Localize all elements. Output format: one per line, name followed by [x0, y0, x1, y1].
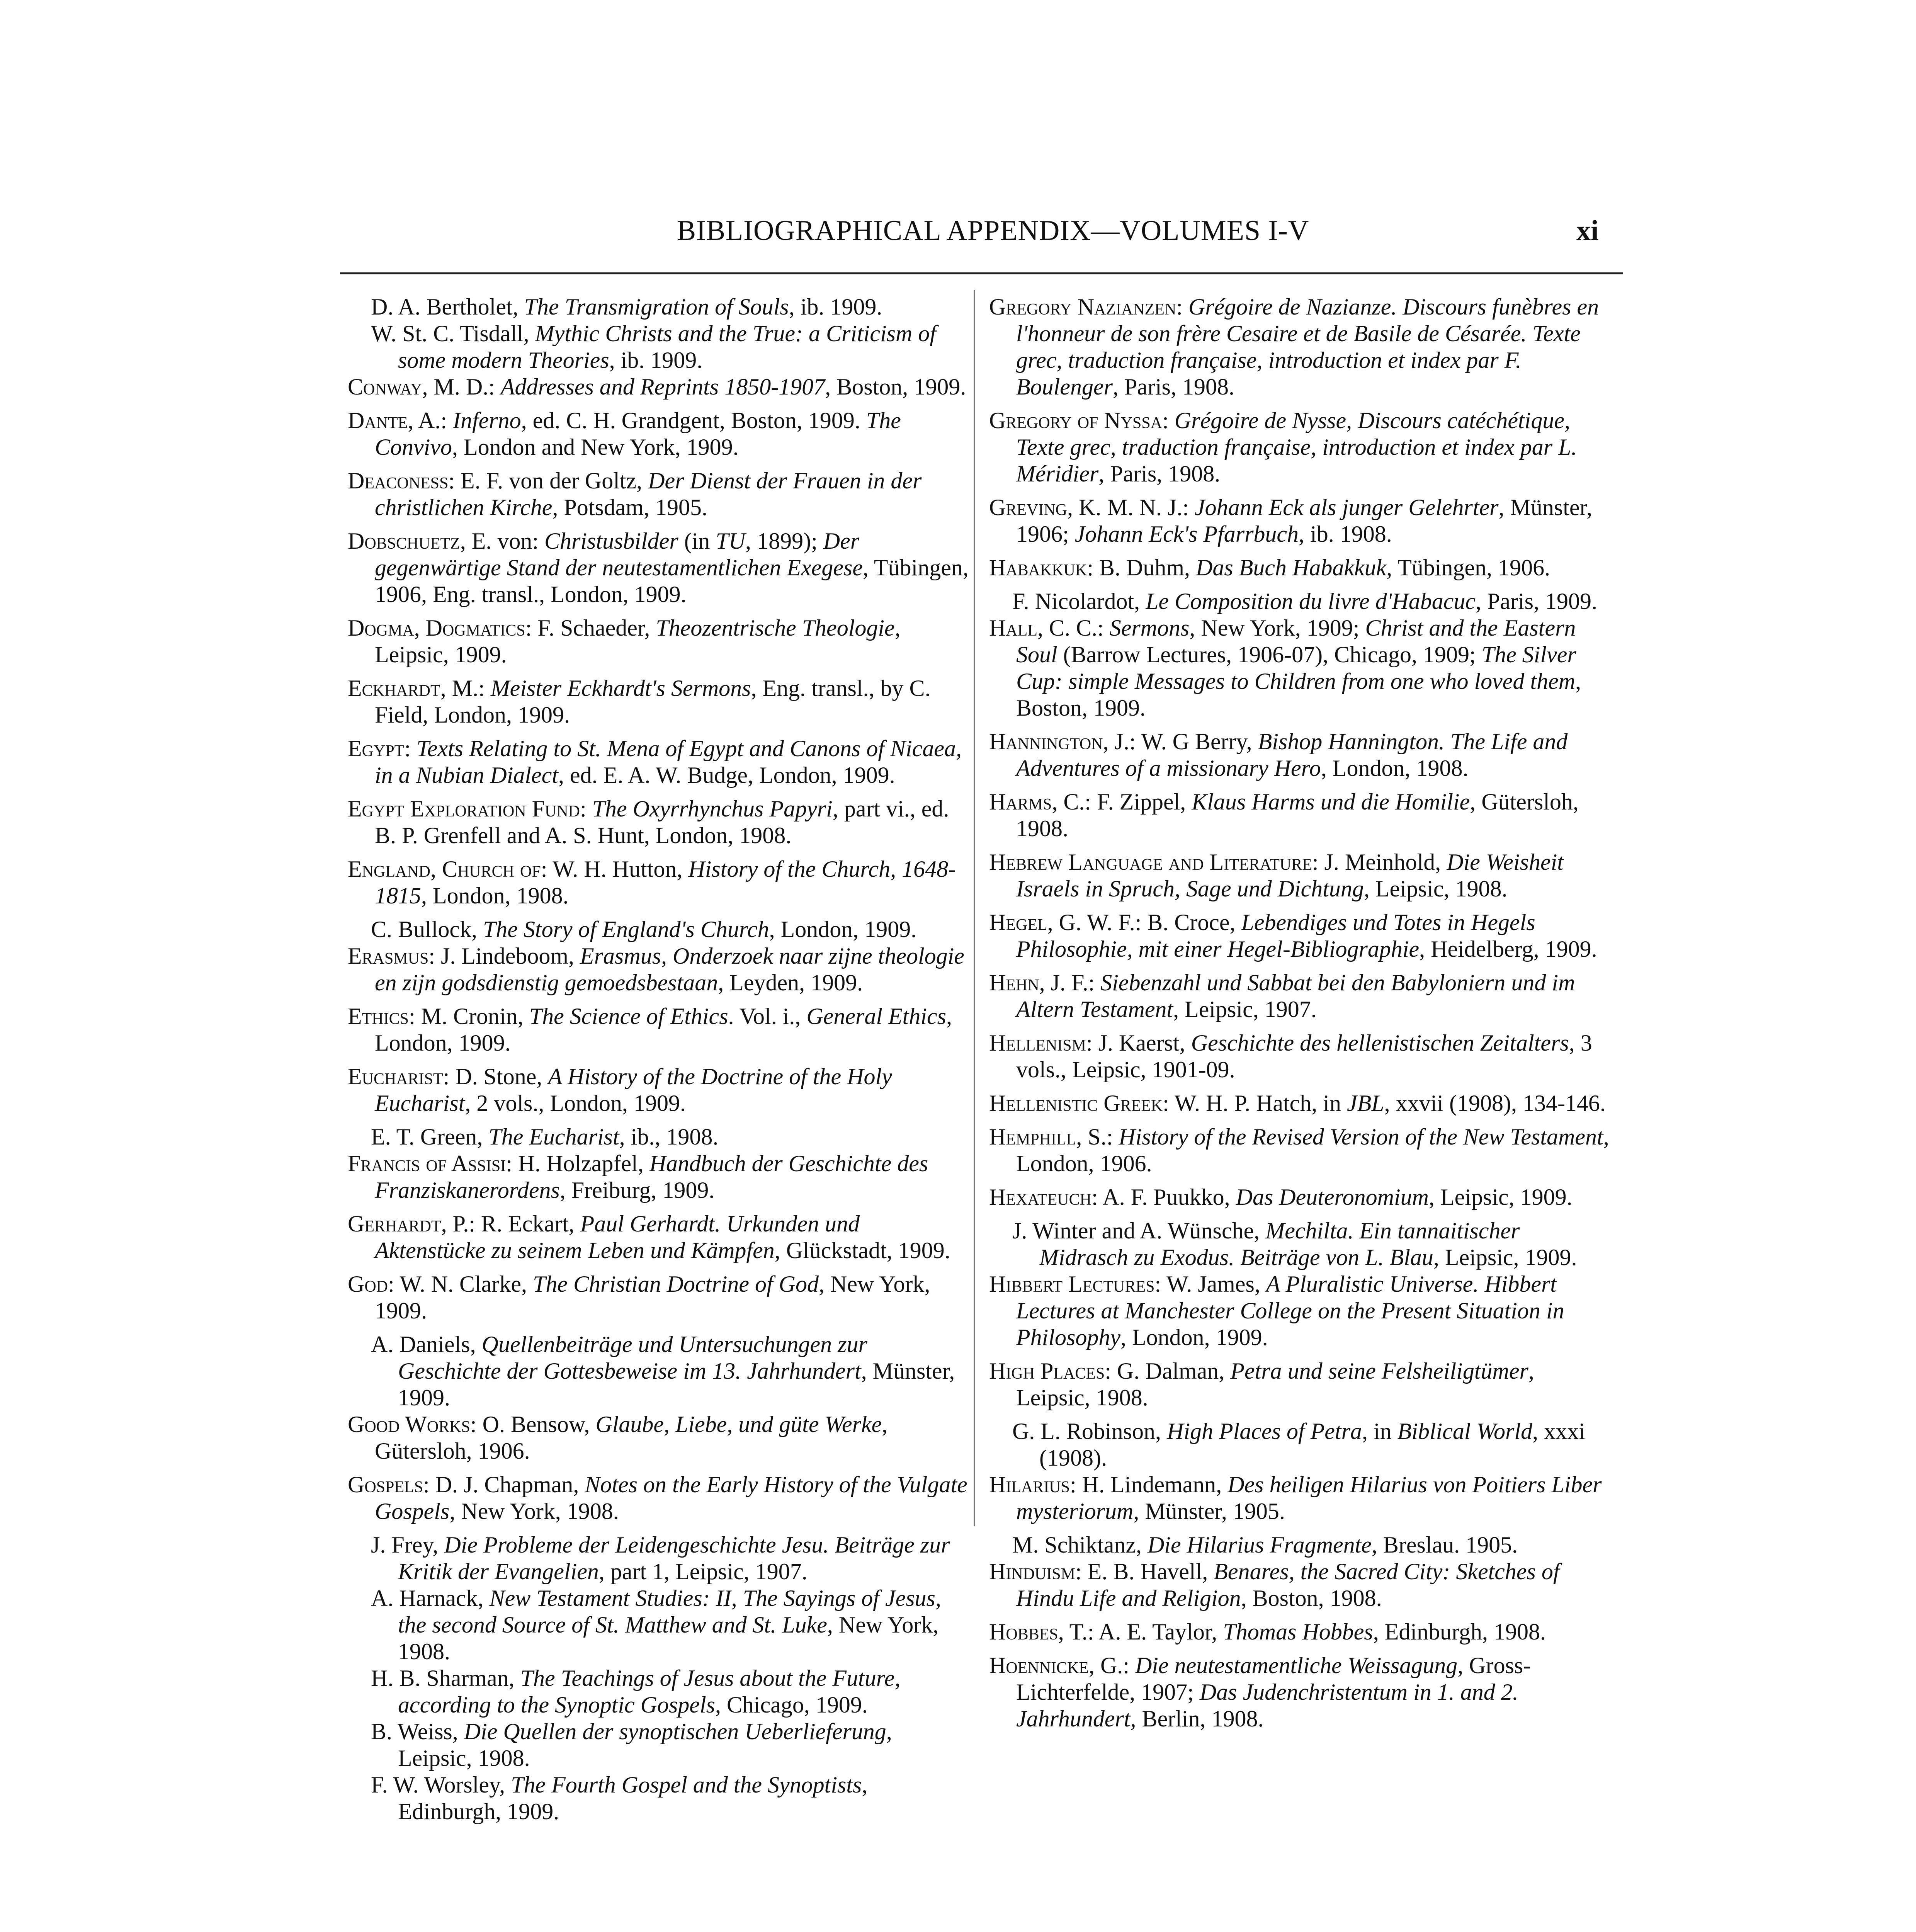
- entry-text: J. Winter and A. Wünsche,: [1012, 1218, 1266, 1243]
- right-column: [989, 294, 1611, 1739]
- entry-text: : D. J. Chapman,: [423, 1472, 585, 1497]
- entry-text: , K. M. N. J.:: [1067, 495, 1195, 520]
- entry-text: , Leipsic, 1908.: [1016, 1358, 1534, 1410]
- bibliography-entry: [348, 528, 970, 608]
- entry-text: , A.:: [408, 408, 453, 433]
- entry-text: , part vi., ed. B. P. Grenfell and A. S. Hunt, London, 1908.: [375, 796, 949, 848]
- entry-heading: Dogma, Dogmatics: [348, 615, 525, 641]
- entry-text: A. Harnack,: [371, 1585, 490, 1611]
- entry-text: , T.: A. E. Taylor,: [1058, 1619, 1223, 1645]
- bibliography-entry: [348, 1271, 970, 1324]
- entry-heading: Hoennicke: [989, 1653, 1089, 1678]
- entry-heading: Francis of Assisi: [348, 1151, 506, 1176]
- work-title: High Places of Petra: [1167, 1418, 1362, 1444]
- bibliography-entry: [348, 1150, 970, 1204]
- entry-text: , ib., 1908.: [619, 1124, 719, 1150]
- entry-text: , S.:: [1076, 1124, 1119, 1150]
- bibliography-entry: [348, 1003, 970, 1056]
- entry-text: , Leipsic, 1908.: [398, 1719, 892, 1771]
- entry-text: , Glückstadt, 1909.: [774, 1238, 950, 1263]
- entry-heading: Eckhardt: [348, 675, 440, 701]
- entry-heading: Hobbes: [989, 1619, 1058, 1645]
- entry-text: F. Nicolardot,: [1012, 588, 1146, 614]
- bibliography-subentry: [989, 1418, 1611, 1471]
- entry-text: : A. F. Puukko,: [1091, 1184, 1236, 1210]
- entry-text: C. Bullock,: [371, 917, 483, 942]
- entry-text: :: [1176, 294, 1188, 320]
- entry-text: , 3 vols., Leipsic, 1901-09.: [1016, 1030, 1592, 1082]
- work-title: JBL: [1346, 1090, 1384, 1116]
- entry-text: , Freiburg, 1909.: [559, 1177, 715, 1203]
- work-title: Siebenzahl und Sabbat bei den Babyloniern und im Altern Testament: [1016, 970, 1575, 1022]
- entry-text: : G. Dalman,: [1105, 1358, 1231, 1384]
- bibliography-entry: [348, 1063, 970, 1117]
- entry-text: : F. Schaeder,: [525, 615, 656, 641]
- work-title: Grégoire de Nysse, Discours catéchétique, Texte grec, traduction française, introduction et index par L. Méridier: [1016, 408, 1577, 486]
- bibliography-entry: [348, 615, 970, 668]
- work-title: Biblical World: [1397, 1418, 1533, 1444]
- work-title: Grégoire de Nazianze. Discours funèbres en l'honneur de son frère Cesaire et de Basile de Césarée. Texte grec, traduction française, introduction et index par F. Boulenger: [1016, 294, 1599, 400]
- entry-text: , ed. E. A. W. Budge, London, 1909.: [558, 762, 895, 788]
- work-title: Das Buch Habakkuk: [1196, 555, 1387, 580]
- entry-text: , G. W. F.: B. Croce,: [1047, 910, 1241, 935]
- work-title: Klaus Harms und die Homilie: [1192, 789, 1470, 815]
- entry-text: , New York, 1909.: [375, 1271, 930, 1323]
- bibliography-entry: [348, 796, 970, 849]
- bibliography-subentry: [348, 916, 970, 943]
- entry-text: , in: [1362, 1418, 1397, 1444]
- entry-heading: Conway: [348, 374, 422, 400]
- entry-text: , Paris, 1909.: [1476, 588, 1598, 614]
- work-title: Geschichte des hellenistischen Zeitalters: [1191, 1030, 1569, 1056]
- work-title: Handbuch der Geschichte des Franziskanerordens: [375, 1151, 928, 1203]
- bibliography-entry: [989, 407, 1611, 487]
- work-title: A History of the Doctrine of the Holy Eucharist: [375, 1064, 892, 1116]
- work-title: Christ and the Eastern Soul: [1016, 615, 1576, 667]
- work-title: Notes on the Early History of the Vulgate Gospels: [375, 1472, 967, 1524]
- entry-text: W. St. C. Tisdall,: [371, 321, 535, 346]
- bibliography-entry: [989, 1619, 1611, 1645]
- entry-heading: Hilarius: [989, 1472, 1070, 1497]
- work-title: Thomas Hobbes: [1223, 1619, 1373, 1645]
- work-title: Der Dienst der Frauen in der christlichen Kirche: [375, 468, 922, 520]
- bibliography-entry: [348, 468, 970, 521]
- bibliography-entry: [348, 374, 970, 400]
- entry-text: : W. James,: [1154, 1271, 1266, 1297]
- work-title: Die Probleme der Leidengeschichte Jesu. Beiträge zur Kritik der Evangelien: [398, 1532, 950, 1584]
- bibliography-entry: [989, 849, 1611, 902]
- work-title: The Fourth Gospel and the Synoptists: [511, 1772, 862, 1798]
- entry-text: , ib. 1909.: [609, 347, 703, 373]
- bibliography-entry: [989, 1184, 1611, 1211]
- entry-heading: Hexateuch: [989, 1184, 1091, 1210]
- entry-heading: Egypt Exploration Fund: [348, 796, 580, 821]
- entry-text: , London, 1908.: [1321, 755, 1469, 781]
- entry-text: , Edinburgh, 1909.: [398, 1772, 868, 1824]
- entry-text: : E. B. Havell,: [1075, 1559, 1214, 1584]
- entry-text: : B. Duhm,: [1087, 555, 1196, 580]
- entry-text: D. A. Bertholet,: [371, 294, 524, 320]
- entry-text: , ed. C. H. Grandgent, Boston, 1909.: [521, 408, 866, 433]
- work-title: Die Hilarius Fragmente: [1147, 1532, 1372, 1558]
- work-title: The Oxyrrhynchus Papyri: [592, 796, 833, 821]
- entry-text: , 2 vols., London, 1909.: [465, 1090, 686, 1116]
- work-title: TU: [716, 528, 746, 554]
- running-header-title: BIBLIOGRAPHICAL APPENDIX—VOLUMES I-V: [677, 215, 1309, 247]
- work-title: Mechilta. Ein tannaitischer Midrasch zu Exodus. Beiträge von L. Blau: [1039, 1218, 1520, 1270]
- entry-text: , Chicago, 1909.: [715, 1692, 868, 1718]
- entry-text: :: [1162, 408, 1175, 433]
- entry-text: E. T. Green,: [371, 1124, 489, 1150]
- entry-text: : W. H. P. Hatch, in: [1163, 1090, 1347, 1116]
- entry-text: , London, 1906.: [1016, 1124, 1609, 1176]
- bibliography-entry: [348, 1211, 970, 1264]
- bibliography-subentry: [348, 320, 970, 374]
- entry-heading: Dante: [348, 408, 408, 433]
- entry-text: . Vol. i.,: [728, 1003, 807, 1029]
- work-title: New Testament Studies: II, The Sayings of Jesus, the second Source of St. Matthew and St. Luke: [398, 1585, 941, 1638]
- bibliography-entry: [989, 789, 1611, 842]
- entry-text: , Leipsic, 1909.: [1429, 1184, 1573, 1210]
- entry-text: M. Schiktanz,: [1012, 1532, 1148, 1558]
- bibliography-entry: [989, 1030, 1611, 1083]
- entry-text: J. Frey,: [371, 1532, 444, 1558]
- work-title: The Silver Cup: simple Messages to Children from one who loved them: [1016, 642, 1576, 694]
- work-title: Addresses and Reprints 1850-1907: [500, 374, 825, 400]
- entry-text: , J. F.:: [1039, 970, 1101, 995]
- bibliography-entry: [348, 1471, 970, 1525]
- entry-text: , P.: R. Eckart,: [441, 1211, 580, 1236]
- entry-heading: Good Works: [348, 1412, 470, 1437]
- bibliography-subentry: [989, 1218, 1611, 1271]
- entry-heading: Gospels: [348, 1472, 423, 1497]
- entry-text: , Gütersloh, 1906.: [375, 1412, 888, 1464]
- entry-text: , Leipsic, 1907.: [1173, 997, 1317, 1022]
- work-title: Erasmus, Onderzoek naar zijne theologie en zijn godsdienstig gemoedsbestaan: [375, 943, 964, 995]
- column-divider: [974, 290, 975, 1526]
- entry-text: , Heidelberg, 1909.: [1419, 936, 1597, 962]
- work-title: Lebendiges und Totes in Hegels Philosophie, mit einer Hegel-Bibliographie: [1016, 910, 1535, 962]
- bibliography-entry: [989, 615, 1611, 721]
- entry-text: , Paris, 1908.: [1112, 374, 1234, 400]
- entry-text: A. Daniels,: [371, 1332, 482, 1357]
- entry-text: , xxxi (1908).: [1039, 1418, 1585, 1471]
- bibliography-entry: [348, 943, 970, 996]
- entry-text: : O. Bensow,: [470, 1412, 596, 1437]
- entry-text: : W. H. Hutton,: [541, 856, 689, 882]
- entry-text: , xxvii (1908), 134-146.: [1384, 1090, 1606, 1116]
- entry-text: :: [580, 796, 592, 821]
- entry-text: , ib. 1908.: [1299, 521, 1392, 547]
- header-rule: [340, 272, 1623, 274]
- entry-heading: England, Church of: [348, 856, 541, 882]
- work-title: Sermons: [1109, 615, 1190, 641]
- bibliography-subentry: [348, 1665, 970, 1718]
- entry-text: , M.:: [440, 675, 491, 701]
- entry-text: , Paris, 1908.: [1098, 461, 1221, 486]
- bibliography-entry: [989, 1271, 1611, 1351]
- entry-text: (in: [678, 528, 716, 554]
- work-title: The Story of England's Church: [483, 917, 769, 942]
- entry-text: , Tübingen, 1906.: [1386, 555, 1550, 580]
- work-title: Benares, the Sacred City: Sketches of Hindu Life and Religion: [1016, 1559, 1560, 1611]
- entry-heading: Hebrew Language and Literature: [989, 849, 1312, 875]
- entry-heading: God: [348, 1271, 388, 1297]
- entry-text: , Leipsic, 1909.: [375, 615, 901, 667]
- page-number: xi: [1576, 215, 1599, 247]
- entry-text: , Eng. transl., by C. Field, London, 1909.: [375, 675, 931, 728]
- entry-text: , Münster, 1906;: [1016, 495, 1593, 547]
- bibliography-subentry: [348, 1532, 970, 1585]
- work-title: The Science of Ethics: [529, 1003, 728, 1029]
- work-title: Texts Relating to St. Mena of Egypt and Canons of Nicaea, in a Nubian Dialect: [375, 736, 962, 788]
- entry-text: : H. Holzapfel,: [506, 1151, 649, 1176]
- entry-text: , New York, 1908.: [398, 1612, 939, 1664]
- entry-heading: Gregory of Nyssa: [989, 408, 1163, 433]
- work-title: Die neutestamentliche Weissagung: [1135, 1653, 1458, 1678]
- work-title: History of the Church, 1648-1815: [375, 856, 956, 908]
- entry-text: , London, 1909.: [1120, 1325, 1268, 1350]
- work-title: Quellenbeiträge und Untersuchungen zur Geschichte der Gottesbeweise im 13. Jahrhundert: [398, 1332, 867, 1384]
- work-title: Inferno: [453, 408, 521, 433]
- bibliography-subentry: [348, 1772, 970, 1825]
- bibliography-entry: [348, 735, 970, 789]
- bibliography-entry: [989, 1358, 1611, 1411]
- entry-heading: Habakkuk: [989, 555, 1087, 580]
- entry-heading: Eucharist: [348, 1064, 443, 1089]
- work-title: Le Composition du livre d'Habacuc: [1146, 588, 1476, 614]
- work-title: Theozentrische Theologie: [656, 615, 895, 641]
- entry-text: , Tübingen, 1906, Eng. transl., London, 1909.: [375, 555, 969, 607]
- entry-text: , ib. 1909.: [789, 294, 882, 320]
- entry-heading: Egypt: [348, 736, 405, 761]
- entry-text: , J.: W. G Berry,: [1103, 729, 1258, 754]
- entry-heading: High Places: [989, 1358, 1105, 1384]
- entry-text: , Berlin, 1908.: [1130, 1706, 1264, 1731]
- work-title: Das Judenchristentum in 1. and 2. Jahrhundert: [1016, 1679, 1518, 1731]
- entry-heading: Hellenism: [989, 1030, 1086, 1056]
- entry-heading: Ethics: [348, 1003, 409, 1029]
- entry-text: , 1899);: [745, 528, 823, 554]
- entry-text: , C. C.:: [1037, 615, 1110, 641]
- work-title: Johann Eck als junger Gelehrter: [1195, 495, 1499, 520]
- bibliography-entry: [989, 1652, 1611, 1732]
- bibliography-entry: [348, 407, 970, 461]
- entry-text: , London, 1908.: [421, 883, 569, 908]
- bibliography-entry: [989, 1124, 1611, 1177]
- bibliography-entry: [348, 1411, 970, 1464]
- entry-heading: Greving: [989, 495, 1067, 520]
- entry-text: : E. F. von der Goltz,: [448, 468, 648, 493]
- entry-heading: Dobschuetz: [348, 528, 460, 554]
- bibliography-entry: [989, 1558, 1611, 1612]
- entry-text: , E. von:: [460, 528, 545, 554]
- entry-text: , New York, 1908.: [449, 1498, 619, 1524]
- entry-heading: Deaconess: [348, 468, 449, 493]
- work-title: Paul Gerhardt. Urkunden und Aktenstücke zu seinem Leben und Kämpfen: [375, 1211, 860, 1263]
- work-title: Johann Eck's Pfarrbuch: [1074, 521, 1299, 547]
- entry-text: : J. Meinhold,: [1312, 849, 1447, 875]
- bibliography-subentry: [989, 588, 1611, 615]
- entry-text: , London, 1909.: [769, 917, 917, 942]
- bibliography-entry: [989, 1471, 1611, 1525]
- entry-heading: Harms: [989, 789, 1052, 815]
- bibliography-entry: [348, 856, 970, 909]
- work-title: Die Weisheit Israels in Spruch, Sage und Dichtung: [1016, 849, 1564, 901]
- entry-heading: Hehn: [989, 970, 1039, 995]
- entry-text: G. L. Robinson,: [1012, 1418, 1167, 1444]
- entry-text: B. Weiss,: [371, 1719, 464, 1744]
- work-title: Des heiligen Hilarius von Poitiers Liber mysteriorum: [1016, 1472, 1602, 1524]
- entry-text: : J. Lindeboom,: [428, 943, 580, 969]
- bibliography-entry: [989, 728, 1611, 782]
- entry-text: H. B. Sharman,: [371, 1665, 520, 1691]
- bibliography-entry: [989, 909, 1611, 963]
- work-title: Petra und seine Felsheiligtümer: [1230, 1358, 1528, 1384]
- work-title: Meister Eckhardt's Sermons: [490, 675, 751, 701]
- entry-heading: Erasmus: [348, 943, 429, 969]
- entry-text: (Barrow Lectures, 1906-07), Chicago, 1909;: [1057, 642, 1482, 667]
- bibliography-subentry: [348, 1718, 970, 1772]
- bibliography-entry: [989, 554, 1611, 581]
- entry-heading: Hall: [989, 615, 1037, 641]
- entry-text: , Gütersloh, 1908.: [1016, 789, 1579, 841]
- entry-text: , Breslau. 1905.: [1371, 1532, 1518, 1558]
- entry-text: , Boston, 1909.: [825, 374, 966, 400]
- work-title: Mythic Christs and the True: a Criticism of some modern Theories: [398, 321, 936, 373]
- entry-text: , London and New York, 1909.: [452, 434, 739, 460]
- entry-text: : W. N. Clarke,: [388, 1271, 533, 1297]
- work-title: Glaube, Liebe, und güte Werke: [595, 1412, 882, 1437]
- left-column: [348, 294, 970, 1825]
- bibliography-entry: [348, 675, 970, 728]
- bibliography-subentry: [348, 1124, 970, 1150]
- entry-heading: Hannington: [989, 729, 1103, 754]
- entry-text: : H. Lindemann,: [1070, 1472, 1228, 1497]
- entry-text: , Leyden, 1909.: [718, 970, 863, 995]
- entry-heading: Hemphill: [989, 1124, 1076, 1150]
- work-title: The Eucharist: [488, 1124, 619, 1150]
- entry-text: , Gross-Lichterfelde, 1907;: [1016, 1653, 1531, 1705]
- work-title: The Christian Doctrine of God: [532, 1271, 819, 1297]
- entry-text: F. W. Worsley,: [371, 1772, 511, 1798]
- entry-heading: Hibbert Lectures: [989, 1271, 1155, 1297]
- entry-text: , New York, 1909;: [1189, 615, 1365, 641]
- entry-text: , Potsdam, 1905.: [552, 495, 708, 520]
- entry-text: , Münster, 1909.: [398, 1358, 955, 1410]
- entry-text: , Leipsic, 1908.: [1363, 876, 1508, 901]
- bibliography-entry: [989, 969, 1611, 1023]
- work-title: The Transmigration of Souls: [524, 294, 789, 320]
- bibliography-entry: [989, 494, 1611, 548]
- bibliography-subentry: [989, 1532, 1611, 1558]
- entry-heading: Hegel: [989, 910, 1047, 935]
- entry-text: : D. Stone,: [443, 1064, 548, 1089]
- entry-text: , C.: F. Zippel,: [1052, 789, 1192, 815]
- entry-text: : M. Cronin,: [409, 1003, 529, 1029]
- entry-text: : J. Kaerst,: [1086, 1030, 1191, 1056]
- entry-heading: Hellenistic Greek: [989, 1090, 1163, 1116]
- bibliography-entry: [989, 294, 1611, 400]
- entry-text: , Leipsic, 1909.: [1433, 1245, 1577, 1270]
- entry-text: , M. D.:: [422, 374, 501, 400]
- entry-heading: Gregory Nazianzen: [989, 294, 1176, 320]
- bibliography-subentry: [348, 1585, 970, 1665]
- bibliography-subentry: [348, 294, 970, 320]
- work-title: Bishop Hannington. The Life and Adventures of a missionary Hero: [1016, 729, 1568, 781]
- work-title: Das Deuteronomium: [1236, 1184, 1429, 1210]
- work-title: The Teachings of Jesus about the Future, according to the Synoptic Gospels: [398, 1665, 901, 1718]
- entry-text: , Münster, 1905.: [1133, 1498, 1285, 1524]
- bibliography-subentry: [348, 1331, 970, 1411]
- entry-text: :: [404, 736, 417, 761]
- entry-text: , G.:: [1088, 1653, 1135, 1678]
- work-title: Christusbilder: [544, 528, 678, 554]
- entry-text: , Edinburgh, 1908.: [1373, 1619, 1546, 1645]
- work-title: The Convivo: [375, 408, 901, 460]
- entry-text: , London, 1909.: [375, 1003, 952, 1056]
- entry-heading: Gerhardt: [348, 1211, 441, 1236]
- work-title: A Pluralistic Universe. Hibbert Lectures at Manchester College on the Present Situation in Philosophy: [1016, 1271, 1564, 1350]
- entry-text: , Boston, 1908.: [1241, 1585, 1382, 1611]
- entry-text: , Boston, 1909.: [1016, 668, 1581, 721]
- bibliography-entry: [989, 1090, 1611, 1117]
- work-title: History of the Revised Version of the New Testament: [1119, 1124, 1603, 1150]
- work-title: General Ethics: [806, 1003, 946, 1029]
- entry-heading: Hinduism: [989, 1559, 1075, 1584]
- work-title: Der gegenwärtige Stand der neutestamentlichen Exegese: [375, 528, 863, 580]
- entry-text: , part 1, Leipsic, 1907.: [598, 1559, 808, 1584]
- work-title: Die Quellen der synoptischen Ueberlieferung: [464, 1719, 886, 1744]
